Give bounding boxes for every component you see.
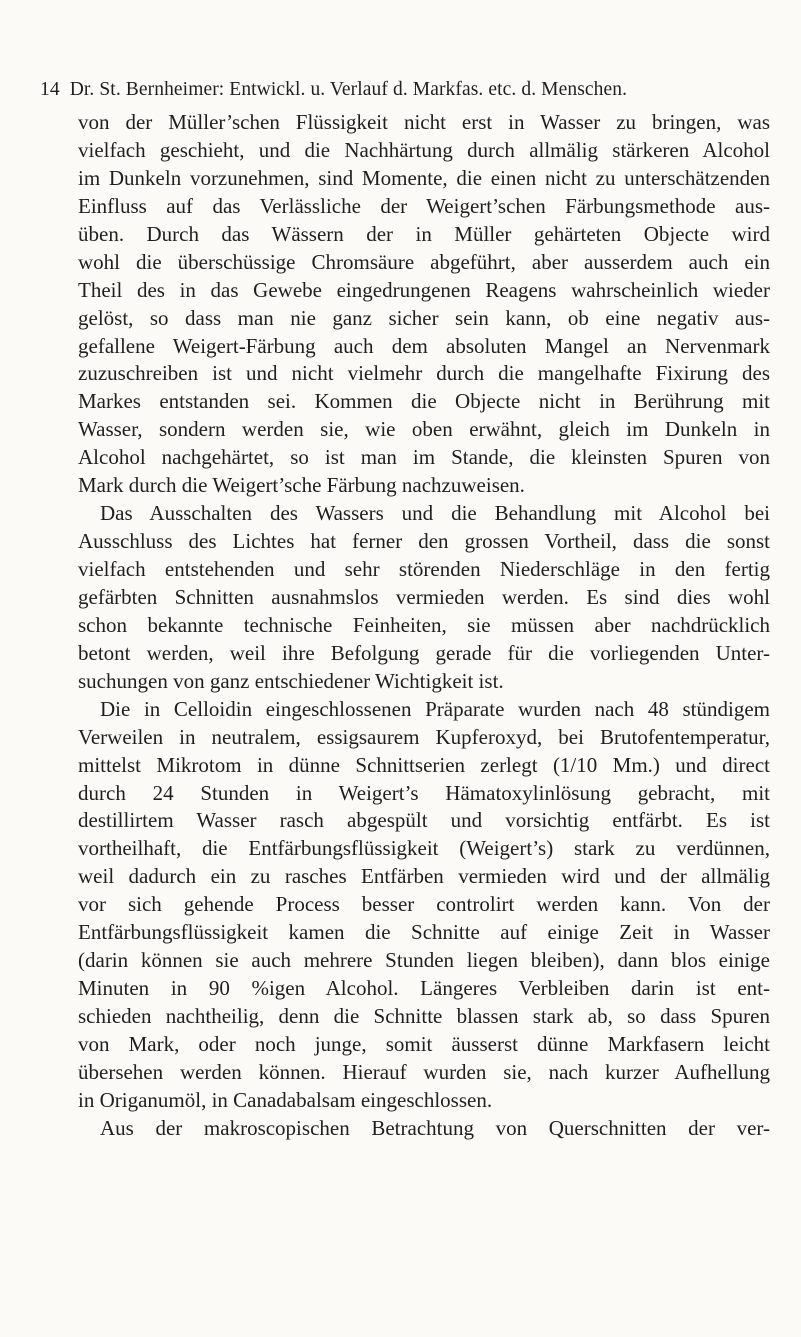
text-line: (darin können sie auch mehrere Stunden liegen bleiben), dann blos einige	[78, 948, 770, 973]
text-line: Entfärbungsflüssigkeit kamen die Schnitte auf einige Zeit in Wasser	[78, 920, 770, 945]
text-line: wohl die überschüssige Chromsäure abgeführt, aber ausserdem auch ein	[78, 249, 770, 274]
text-line: suchungen von ganz entschiedener Wichtigkeit ist.	[78, 668, 504, 693]
text-line: im Dunkeln vorzunehmen, sind Momente, die einen nicht zu unterschätzenden	[78, 165, 770, 190]
text-line: Mark durch die Weigert’sche Färbung nachzuweisen.	[78, 473, 525, 498]
text-line: vielfach entstehenden und sehr störenden Niederschläge in den fertig	[78, 557, 770, 581]
body-text	[78, 109, 770, 1143]
text-line: gelöst, so dass man nie ganz sicher sein kann, ob eine negativ aus-	[78, 305, 770, 330]
text-line: Verweilen in neutralem, essigsaurem Kupferoxyd, bei Brutofentemperatur,	[78, 724, 770, 749]
text-line: von Mark, oder noch junge, somit äusserst dünne Markfasern leicht	[78, 1031, 770, 1056]
text-line: von der Müller’schen Flüssigkeit nicht erst in Wasser zu bringen, was	[78, 110, 770, 134]
paragraph-start-line: Das Ausschalten des Wassers und die Behandlung mit Alcohol bei	[100, 501, 770, 526]
text-line: zuzuschreiben ist und nicht vielmehr durch die mangelhafte Fixirung des	[78, 361, 770, 386]
page-number: 14	[40, 79, 60, 100]
text-line: Wasser, sondern werden sie, wie oben erwähnt, gleich im Dunkeln in	[78, 417, 770, 442]
text-line: vor sich gehende Process besser controlirt werden kann. Von der	[78, 892, 770, 917]
text-line: üben. Durch das Wässern der in Müller gehärteten Objecte wird	[78, 221, 770, 246]
text-line: Minuten in 90 %igen Alcohol. Längeres Verbleiben darin ist ent-	[78, 976, 770, 1001]
running-title: Dr. St. Bernheimer: Entwickl. u. Verlauf d. Markfas. etc. d. Menschen.	[69, 79, 628, 100]
text-line: gefallene Weigert-Färbung auch dem absoluten Mangel an Nervenmark	[78, 333, 770, 358]
paragraph-start-line: Die in Celloidin eingeschlossenen Präparate wurden nach 48 stündigem	[100, 696, 770, 721]
text-line: schon bekannte technische Feinheiten, sie müssen aber nachdrücklich	[78, 612, 770, 637]
text-line: destillirtem Wasser rasch abgespült und vorsichtig entfärbt. Es ist	[78, 808, 770, 833]
paragraph-start-line: Aus der makroscopischen Betrachtung von Querschnitten der ver-	[100, 1115, 770, 1140]
text-line: Alcohol nachgehärtet, so ist man im Stande, die kleinsten Spuren von	[78, 445, 770, 470]
text-line: übersehen werden können. Hierauf wurden sie, nach kurzer Aufhellung	[78, 1059, 770, 1084]
text-line: durch 24 Stunden in Weigert’s Hämatoxylinlösung gebracht, mit	[78, 780, 770, 805]
text-line: betont werden, weil ihre Befolgung gerade für die vorliegenden Unter-	[78, 640, 770, 665]
text-line: gefärbten Schnitten ausnahmslos vermieden werden. Es sind dies wohl	[78, 584, 770, 609]
text-line: Markes entstanden sei. Kommen die Objecte nicht in Berührung mit	[78, 389, 770, 414]
text-line: Theil des in das Gewebe eingedrungenen Reagens wahrscheinlich wieder	[78, 277, 770, 302]
text-line: schieden nachtheilig, denn die Schnitte blassen stark ab, so dass Spuren	[78, 1004, 770, 1028]
text-line: vielfach geschieht, und die Nachhärtung durch allmälig stärkeren Alcohol	[78, 137, 770, 162]
text-line: weil dadurch ein zu rasches Entfärben vermieden wird und der allmälig	[78, 864, 770, 889]
running-header	[40, 78, 770, 102]
text-line: Ausschluss des Lichtes hat ferner den grossen Vortheil, dass die sonst	[78, 529, 770, 554]
text-line: mittelst Mikrotom in dünne Schnittserien zerlegt (1/10 Mm.) und direct	[78, 752, 770, 777]
text-line: in Origanumöl, in Canadabalsam eingeschlossen.	[78, 1087, 493, 1112]
text-line: vortheilhaft, die Entfärbungsflüssigkeit (Weigert’s) stark zu verdünnen,	[78, 836, 770, 861]
text-line: Einfluss auf das Verlässliche der Weigert’schen Färbungsmethode aus-	[78, 193, 770, 218]
